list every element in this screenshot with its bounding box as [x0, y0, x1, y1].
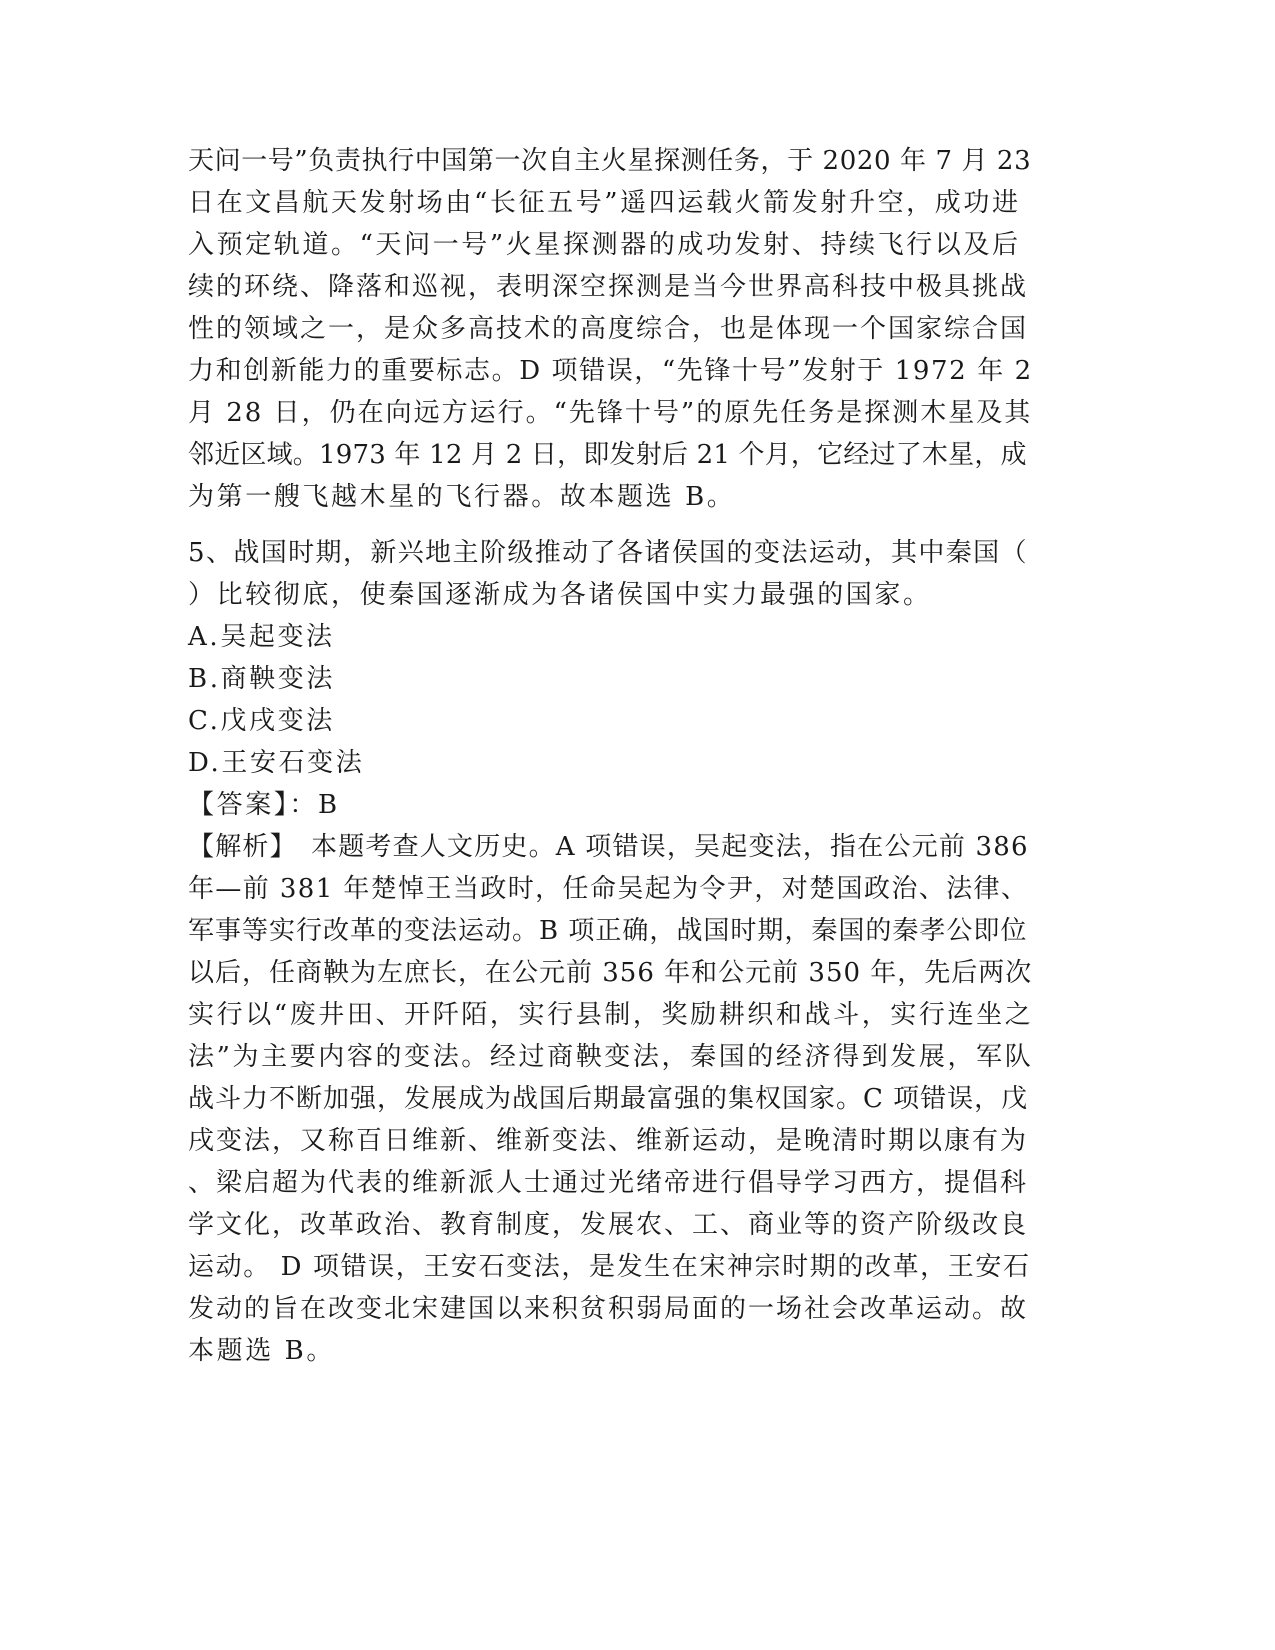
option-b: B.商鞅变法	[188, 664, 335, 694]
prev-explanation-line: 续的环绕、降落和巡视，表明深空探测是当今世界高科技中极具挑战	[188, 272, 1029, 302]
explanation-line: 本题选 B。	[188, 1336, 335, 1366]
explanation-line: 戌变法，又称百日维新、维新变法、维新运动，是晚清时期以康有为	[188, 1126, 1029, 1156]
answer-line: 【答案】：B	[188, 790, 340, 820]
prev-explanation-line: 入预定轨道。“天问一号”火星探测器的成功发射、持续飞行以及后	[188, 230, 1021, 260]
explanation-line: 军事等实行改革的变法运动。B 项正确，战国时期，秦国的秦孝公即位	[188, 916, 1028, 946]
explanation-line: 、梁启超为代表的维新派人士通过光绪帝进行倡导学习西方，提倡科	[188, 1168, 1029, 1198]
option-a: A.吴起变法	[188, 622, 335, 652]
explanation-line: 学文化，改革政治、教育制度，发展农、工、商业等的资产阶级改良	[188, 1210, 1029, 1240]
explanation-line: 法”为主要内容的变法。经过商鞅变法，秦国的经济得到发展，军队	[188, 1042, 1034, 1072]
prev-explanation-line: 天问一号”负责执行中国第一次自主火星探测任务，于 2020 年 7 月 23	[188, 146, 1032, 176]
prev-explanation-line: 日在文昌航天发射场由“长征五号”遥四运载火箭发射升空，成功进	[188, 188, 1021, 218]
prev-explanation-line: 邻近区域。1973 年 12 月 2 日，即发射后 21 个月，它经过了木星，成	[188, 440, 1027, 470]
option-d: D.王安石变法	[188, 748, 365, 778]
explanation-line: 【解析】 本题考查人文历史。A 项错误，吴起变法，指在公元前 386	[188, 832, 1029, 862]
prev-explanation-line: 性的领域之一，是众多高技术的高度综合，也是体现一个国家综合国	[188, 314, 1029, 344]
prev-explanation-line: 月 28 日，仍在向远方运行。“先锋十号”的原先任务是探测木星及其	[188, 398, 1033, 428]
explanation-line: 实行以“废井田、开阡陌，实行县制，奖励耕织和战斗，实行连坐之	[188, 1000, 1034, 1030]
question-stem-line: ）比较彻底，使秦国逐渐成为各诸侯国中实力最强的国家。	[188, 580, 932, 610]
explanation-line: 以后，任商鞅为左庶长，在公元前 356 年和公元前 350 年，先后两次	[188, 958, 1033, 988]
explanation-line: 发动的旨在改变北宋建国以来积贫积弱局面的一场社会改革运动。故	[188, 1294, 1029, 1324]
explanation-line: 年—前 381 年楚悼王当政时，任命吴起为令尹，对楚国政治、法律、	[188, 874, 1029, 904]
explanation-line: 运动。 D 项错误，王安石变法，是发生在宋神宗时期的改革，王安石	[188, 1252, 1031, 1282]
prev-explanation-line: 为第一艘飞越木星的飞行器。故本题选 B。	[188, 482, 736, 512]
explanation-line: 战斗力不断加强，发展成为战国后期最富强的集权国家。C 项错误，戊	[188, 1084, 1029, 1114]
option-c: C.戊戌变法	[188, 706, 335, 736]
prev-explanation-line: 力和创新能力的重要标志。D 项错误，“先锋十号”发射于 1972 年 2	[188, 356, 1033, 386]
question-stem-line: 5、战国时期，新兴地主阶级推动了各诸侯国的变法运动，其中秦国（	[188, 538, 1028, 568]
